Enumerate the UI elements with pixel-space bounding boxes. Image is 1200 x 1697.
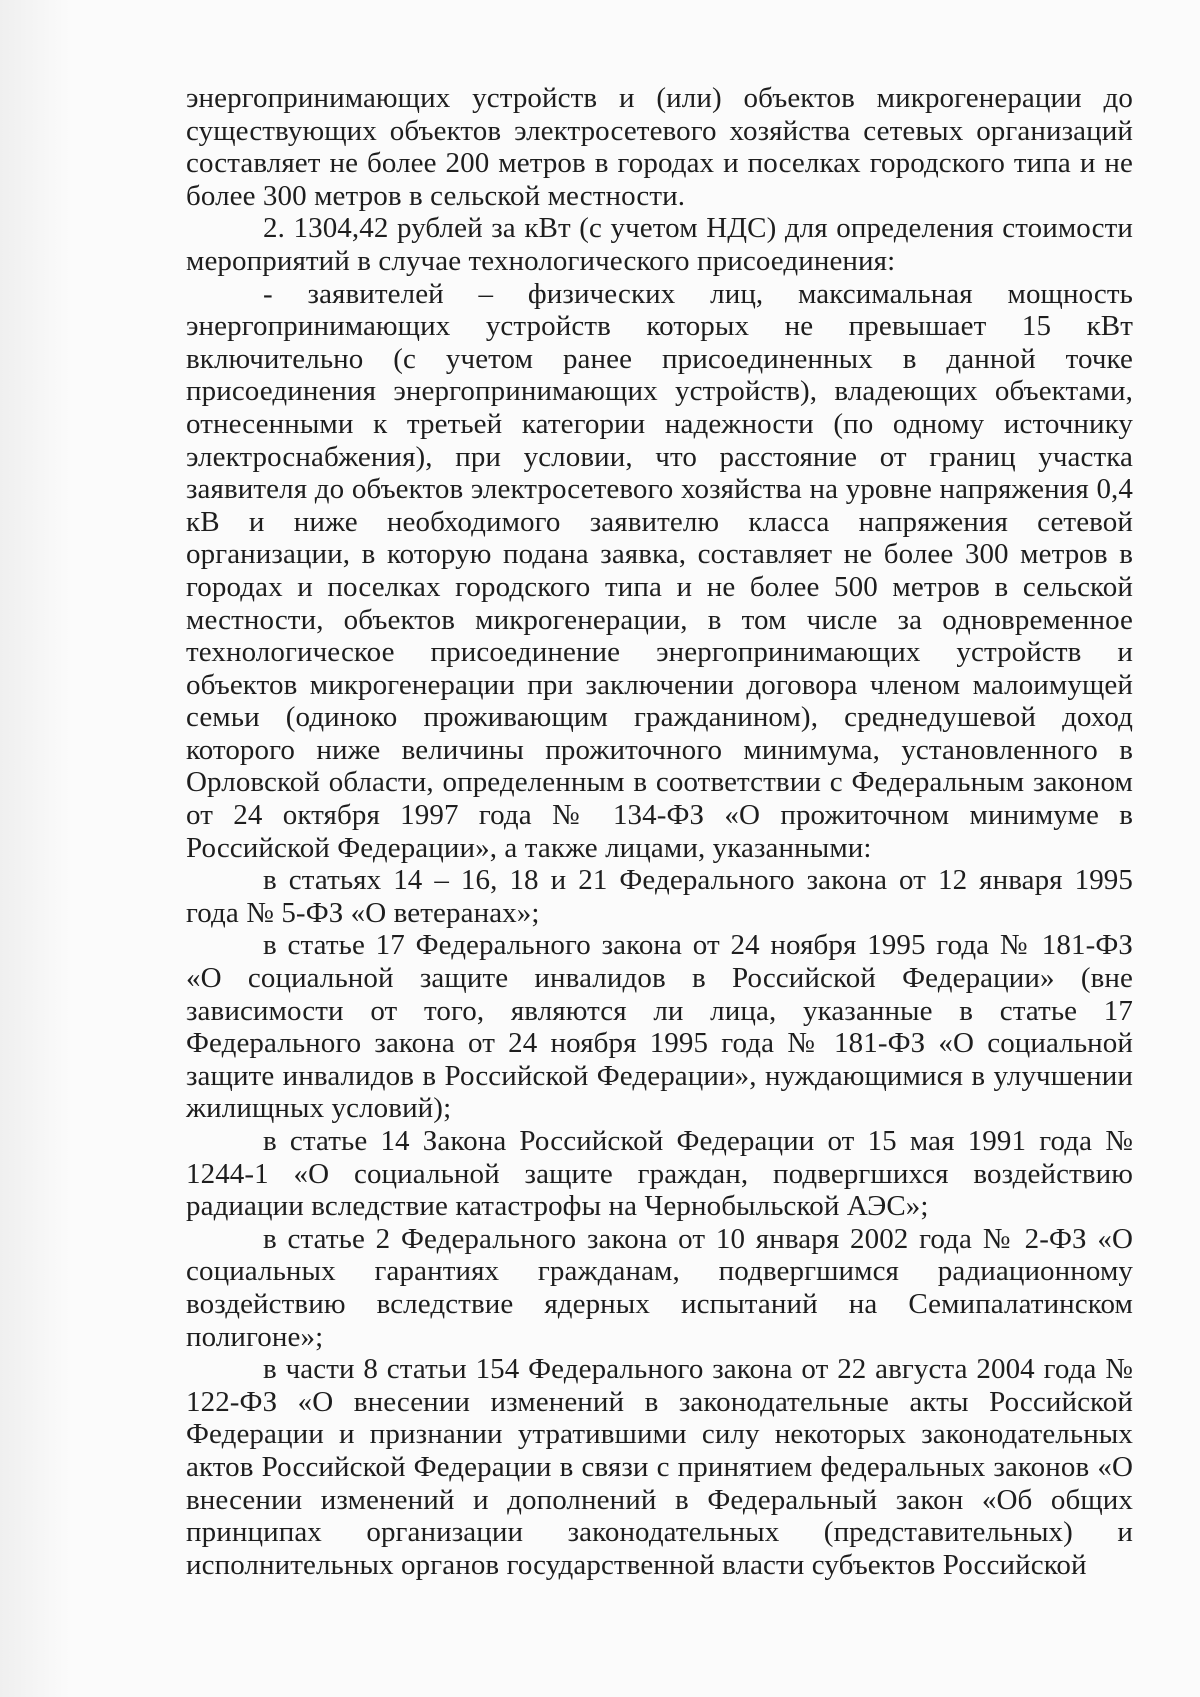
paragraph-disabled-law: в статье 17 Федерального закона от 24 ноября 1995 года № 181-ФЗ «О социальной защите инвалидов в Российской Федерации» (вне зависимости от того, являются ли лица, указанные в статье 17 Федерального закона от 24 ноября 1995 года № 181-ФЗ «О социальной защите инвалидов в Российской Федерации», нуждающимися в улучшении жилищных условий); xyxy=(186,929,1133,1125)
paragraph-continuation: энергопринимающих устройств и (или) объектов микрогенерации до существующих объектов электросетевого хозяйства сетевых организаций составляет не более 200 метров в городах и поселках городского типа и не более 300 метров в сельской местности. xyxy=(186,82,1133,212)
paragraph-veterans-law: в статьях 14 – 16, 18 и 21 Федерального закона от 12 января 1995 года № 5-ФЗ «О ветеранах»; xyxy=(186,864,1133,929)
paragraph-semipalatinsk-law: в статье 2 Федерального закона от 10 января 2002 года № 2-ФЗ «О социальных гарантиях гражданам, подвергшимся радиационному воздействию вследствие ядерных испытаний на Семипалатинском полигоне»; xyxy=(186,1222,1133,1353)
scan-edge-shadow xyxy=(0,0,70,1697)
document-body xyxy=(186,82,1133,1581)
paragraph-chernobyl-law: в статье 14 Закона Российской Федерации от 15 мая 1991 года № 1244-1 «О социальной защите граждан, подвергшихся воздействию радиации вследствие катастрофы на Чернобыльской АЭС»; xyxy=(186,1125,1133,1223)
paragraph-122fz-law: в части 8 статьи 154 Федерального закона от 22 августа 2004 года № 122-ФЗ «О внесении изменений в законодательные акты Российской Федерации и признании утратившими силу некоторых законодательных актов Российской Федерации в связи с принятием федеральных законов «О внесении изменений и дополнений в Федеральный закон «Об общих принципах организации законодательных (представительных) и исполнительных органов государственной власти субъектов Российской xyxy=(186,1353,1133,1581)
paragraph-applicants: - заявителей – физических лиц, максимальная мощность энергопринимающих устройств которых не превышает 15 кВт включительно (с учетом ранее присоединенных в данной точке присоединения энергопринимающих устройств), владеющих объектами, отнесенными к третьей категории надежности (по одному источнику электроснабжения), при условии, что расстояние от границ участка заявителя до объектов электросетевого хозяйства на уровне напряжения 0,4 кВ и ниже необходимого заявителю класса напряжения сетевой организации, в которую подана заявка, составляет не более 300 метров в городах и поселках городского типа и не более 500 метров в сельской местности, объектов микрогенерации, в том числе за одновременное технологическое присоединение энергопринимающих устройств и объектов микрогенерации при заключении договора членом малоимущей семьи (одиноко проживающим гражданином), среднедушевой доход которого ниже величины прожиточного минимума, установленного в Орловской области, определенным в соответствии с Федеральным законом от 24 октября 1997 года № 134-ФЗ «О прожиточном минимуме в Российской Федерации», а также лицами, указанными: xyxy=(186,277,1133,864)
paragraph-item-2: 2. 1304,42 рублей за кВт (с учетом НДС) для определения стоимости мероприятий в случае технологического присоединения: xyxy=(186,212,1133,277)
